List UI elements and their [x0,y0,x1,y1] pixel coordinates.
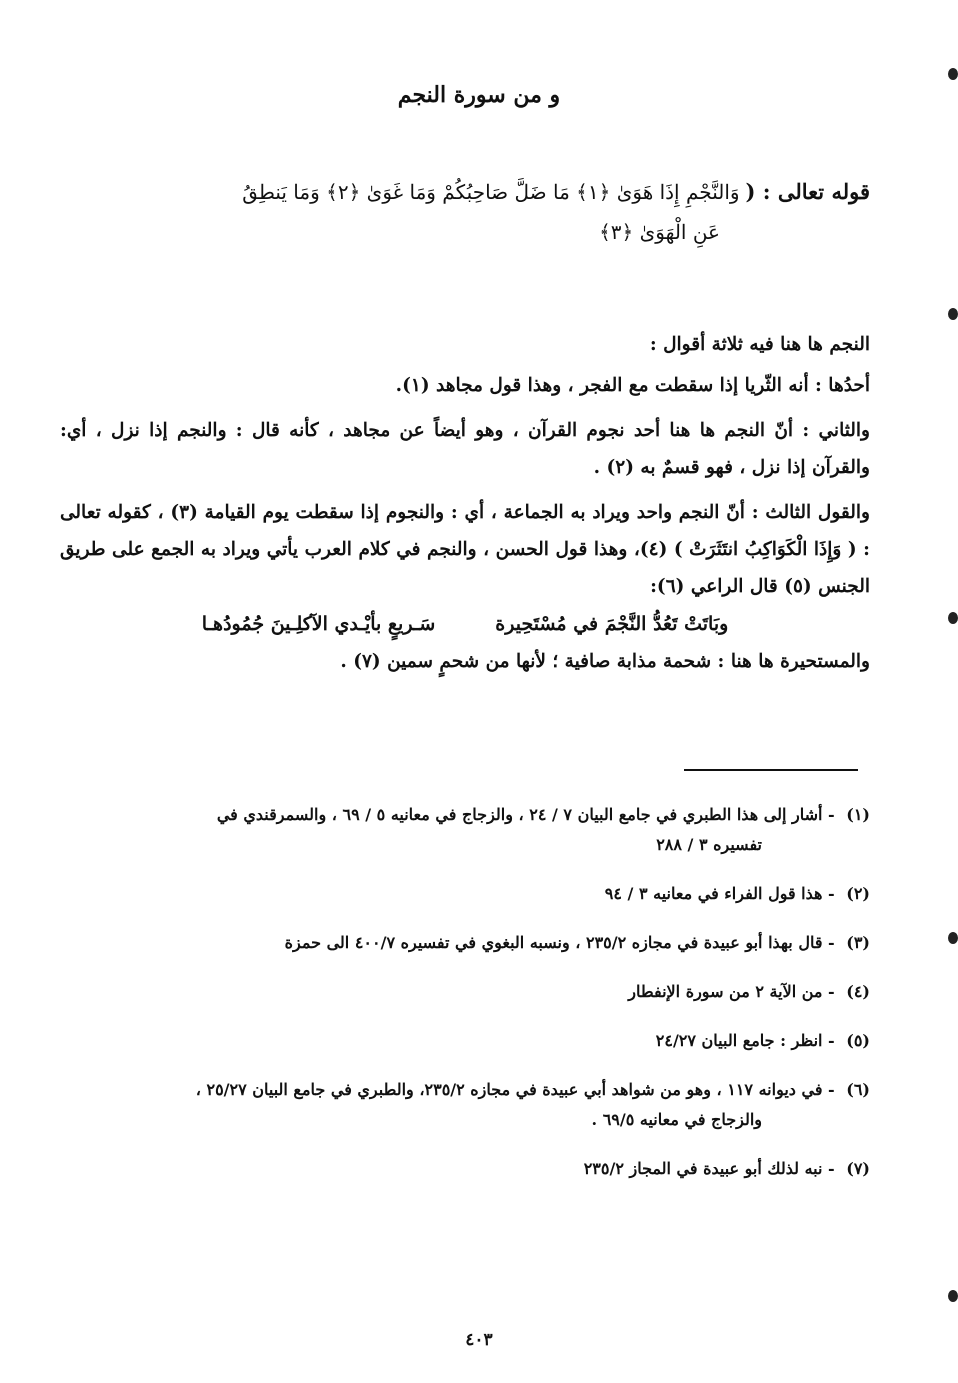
footnote [50,977,870,1007]
binder-hole-mark [948,932,958,944]
verse-text-1: وَالنَّجْمِ إِذَا هَوَىٰ ﴿١﴾ مَا ضَلَّ صَاحِبُكُمْ وَمَا غَوَىٰ ﴿٢﴾ وَمَا يَنطِقُ [242,180,740,204]
footnote-number: (٢) [846,884,870,903]
poem-first-hemistich: وبَاتَتْ تَعُدُّ النَّجْمَ في مُسْتَحِيرة [495,613,729,635]
poem-second-hemistich: سَـريعٍ بأيْـدي الآكلِـينَ جُمُودُهـا [201,613,436,635]
body-text [60,326,870,688]
footnote [50,879,870,909]
footnote-text: - قال بهذا أبو عبيدة في مجازه ٢٣٥/٢ ، ونسبه البغوي في تفسيره ٤٠٠/٧ الى حمزة [284,933,835,952]
paragraph-3: والثاني : أنّ النجم ها هنا أحد نجوم القرآن ، وهو أيضاً عن مجاهد ، كأنه قال : والنجم إذا نزل ، أي: والقرآن إذا نزل ، فهو قسمٌ به (٢) . [60,420,870,478]
footnote [50,800,870,860]
paragraph-1: النجم ها هنا فيه ثلاثة أقوال : [649,334,870,355]
footnote-number: (٤) [846,982,870,1001]
footnotes [50,800,870,1203]
footnote-text: - هذا قول الفراء في معانيه ٣ / ٩٤ [604,884,835,903]
verse-intro: قوله تعالى : ( [745,179,870,204]
footnote [50,1075,870,1135]
footnote [50,1026,870,1056]
footnote-text: - في ديوانه ١١٧ ، وهو من شواهد أبي عبيدة في مجازه ٢٣٥/٢، والطبري في جامع البيان ٢٥/٢٧ ، [195,1080,835,1099]
footnote-continuation: تفسيره ٣ / ٢٨٨ [656,835,762,854]
footnote-number: (١) [846,805,870,824]
paragraph-4: والقول الثالث : أنّ النجم واحد ويراد به الجماعة ، أي : والنجوم إذا سقطت يوم القيامة (٣) ، كقوله تعالى : ( وَإِذَا الْكَوَاكِبُ انتَثَرَتْ ) (٤)، وهذا قول الحسن ، والنجم في كلام العرب يأتي ويراد به الجمع على طريق الجنس (٥) قال الراعي (٦): [60,502,870,597]
verse-line-2: عَنِ الْهَوَىٰ ﴿٣﴾ [599,220,720,244]
binder-hole-mark [948,68,958,80]
footnote-continuation: والزجاج في معانيه ٦٩/٥ . [591,1110,762,1129]
footnote [50,1154,870,1184]
quran-verse-block [80,172,870,252]
footnote-divider [684,769,858,771]
verse-line-1 [80,172,870,212]
footnote [50,928,870,958]
footnote-text: - أشار إلى هذا الطبري في جامع البيان ٧ / ٢٤ ، والزجاج في معانيه ٥ / ٦٩ ، والسمرقندي في [216,805,835,824]
binder-hole-mark [948,308,958,320]
footnote-text: - من الآية ٢ من سورة الإنفطار [628,982,835,1001]
footnote-number: (٦) [846,1080,870,1099]
binder-hole-mark [948,612,958,624]
surah-title: و من سورة النجم [397,82,561,108]
footnote-text: - انظر : جامع البيان ٢٤/٢٧ [655,1031,835,1050]
page-number: ٤٠٣ [465,1330,493,1350]
footnote-number: (٥) [846,1031,870,1050]
footnote-number: (٣) [846,933,870,952]
footnote-text: - نبه لذلك أبو عبيدة في المجاز ٢٣٥/٢ [583,1159,835,1178]
paragraph-5: والمستحيرة ها هنا : شحمة مذابة صافية ؛ لأنها من شحمٍ سمين (٧) . [340,651,870,672]
binder-hole-mark [948,1290,958,1302]
footnote-number: (٧) [846,1159,870,1178]
poetry-verse [60,613,870,635]
paragraph-2: أحدُها : أنه الثّريا إذا سقطت مع الفجر ، وهذا قول مجاهد (١). [395,375,870,396]
